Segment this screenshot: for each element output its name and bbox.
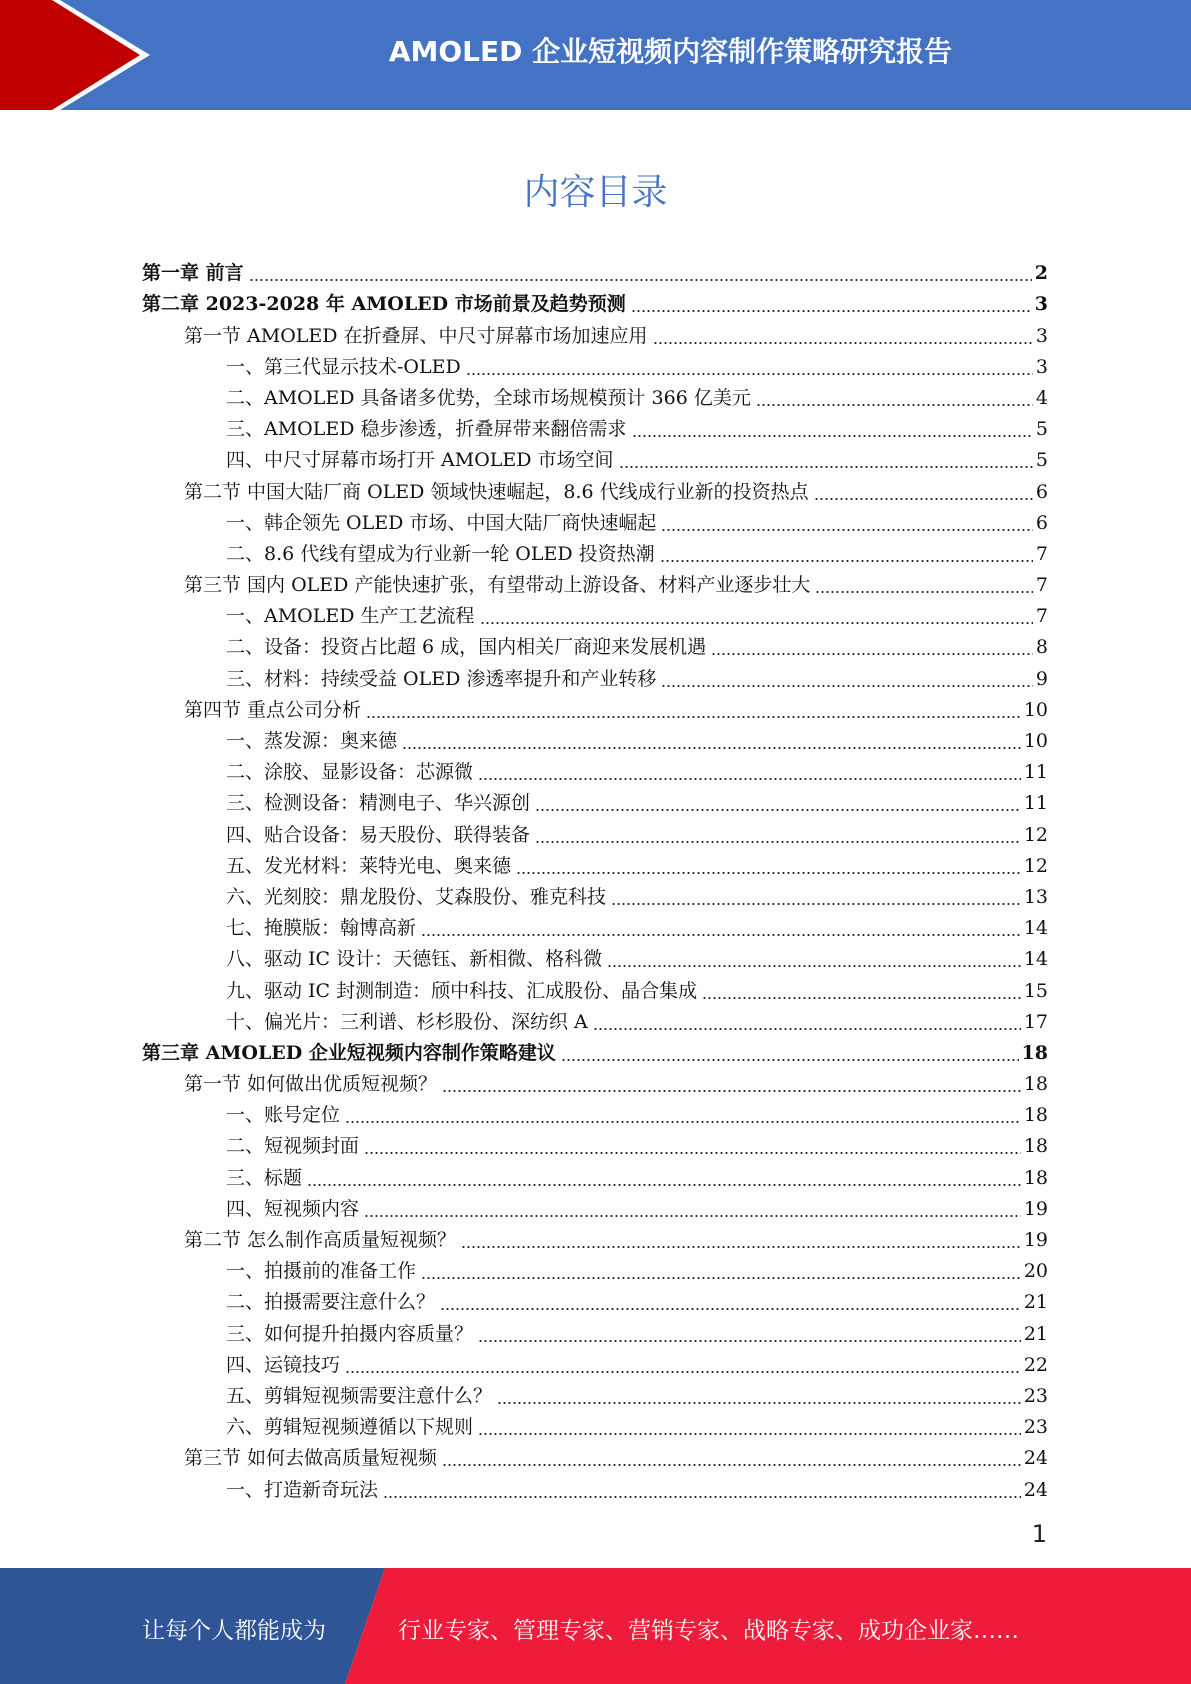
toc-entry-page: 12 xyxy=(1023,823,1048,846)
toc-entry-page: 22 xyxy=(1023,1353,1048,1376)
dot-leader xyxy=(364,1198,1021,1220)
toc-entry[interactable] xyxy=(142,503,1048,534)
toc-entry[interactable] xyxy=(142,1376,1048,1407)
toc-entry-page: 6 xyxy=(1035,480,1048,503)
dot-leader xyxy=(561,1042,1019,1064)
toc-entry-title: 第四节 重点公司分析 xyxy=(184,698,362,721)
toc-entry[interactable] xyxy=(142,658,1048,689)
toc-entry[interactable] xyxy=(142,1469,1048,1500)
dot-leader xyxy=(593,1011,1021,1033)
toc-entry[interactable] xyxy=(142,1033,1048,1064)
toc-entry-page: 14 xyxy=(1023,948,1048,971)
toc-entry-title: 二、短视频封面 xyxy=(226,1135,360,1158)
toc-entry-title: 二、涂胶、显影设备：芯源微 xyxy=(226,761,474,784)
toc-entry-title: 第三章 AMOLED 企业短视频内容制作策略建议 xyxy=(142,1041,556,1064)
toc-entry[interactable] xyxy=(142,378,1048,409)
toc-entry-title: 三、检测设备：精测电子、华兴源创 xyxy=(226,792,531,815)
toc-entry-page: 8 xyxy=(1035,636,1048,659)
toc-entry-page: 3 xyxy=(1035,355,1048,378)
toc-entry[interactable] xyxy=(142,1438,1048,1469)
toc-entry[interactable] xyxy=(142,1313,1048,1344)
toc-entry[interactable] xyxy=(142,471,1048,502)
toc-entry[interactable] xyxy=(142,1282,1048,1313)
dot-leader xyxy=(619,449,1033,471)
dot-leader xyxy=(661,512,1033,534)
toc-entry-page: 2 xyxy=(1034,262,1048,285)
toc-entry-title: 一、韩企领先 OLED 市场、中国大陆厂商快速崛起 xyxy=(226,511,657,534)
dot-leader xyxy=(366,699,1021,721)
page-footer xyxy=(0,1568,1191,1684)
dot-leader xyxy=(535,824,1021,846)
toc-entry[interactable] xyxy=(142,1220,1048,1251)
toc-entry[interactable] xyxy=(142,752,1048,783)
toc-entry-page: 24 xyxy=(1023,1478,1048,1501)
toc-entry[interactable] xyxy=(142,534,1048,565)
toc-entry-title: 九、驱动 IC 封测制造：颀中科技、汇成股份、晶合集成 xyxy=(226,979,698,1002)
toc-entry-title: 三、如何提升拍摄内容质量？ xyxy=(226,1322,474,1345)
toc-entry[interactable] xyxy=(142,253,1048,284)
dot-leader xyxy=(421,1260,1021,1282)
table-of-contents xyxy=(142,253,1048,1501)
toc-entry[interactable] xyxy=(142,877,1048,908)
dot-leader xyxy=(815,574,1032,596)
dot-leader xyxy=(442,1073,1021,1095)
toc-entry-page: 5 xyxy=(1035,418,1048,441)
toc-entry[interactable] xyxy=(142,1126,1048,1157)
toc-entry-page: 15 xyxy=(1023,979,1048,1002)
footer-slogan-right: 行业专家、管理专家、营销专家、战略专家、成功企业家…… xyxy=(398,1618,1019,1644)
toc-entry-title: 一、拍摄前的准备工作 xyxy=(226,1260,417,1283)
toc-entry-title: 第一节 AMOLED 在折叠屏、中尺寸屏幕市场加速应用 xyxy=(184,324,648,347)
toc-entry-title: 一、第三代显示技术-OLED xyxy=(226,355,461,378)
toc-entry[interactable] xyxy=(142,1189,1048,1220)
toc-entry-title: 第一节 如何做出优质短视频？ xyxy=(184,1073,438,1096)
toc-entry-page: 11 xyxy=(1023,761,1048,784)
dot-leader xyxy=(249,262,1032,284)
dot-leader xyxy=(516,855,1021,877)
toc-entry-title: 四、贴合设备：易天股份、联得装备 xyxy=(226,823,531,846)
toc-entry-title: 一、账号定位 xyxy=(226,1104,341,1127)
toc-entry[interactable] xyxy=(142,596,1048,627)
dot-leader xyxy=(421,917,1021,939)
toc-entry-title: 一、打造新奇玩法 xyxy=(226,1478,379,1501)
dot-leader xyxy=(440,1291,1021,1313)
header-arrow-decoration xyxy=(0,0,150,110)
toc-entry-page: 18 xyxy=(1023,1135,1048,1158)
toc-entry-title: 第三节 国内 OLED 产能快速扩张，有望带动上游设备、材料产业逐步壮大 xyxy=(184,574,811,597)
footer-slogan-left: 让每个人都能成为 xyxy=(142,1618,326,1644)
toc-entry-page: 23 xyxy=(1023,1384,1048,1407)
toc-entry-title: 四、中尺寸屏幕市场打开 AMOLED 市场空间 xyxy=(226,449,614,472)
toc-entry-title: 七、掩膜版：翰博高新 xyxy=(226,917,417,940)
dot-leader xyxy=(814,481,1033,503)
toc-entry[interactable] xyxy=(142,627,1048,658)
toc-entry-title: 二、拍摄需要注意什么？ xyxy=(226,1291,436,1314)
dot-leader xyxy=(607,948,1021,970)
toc-entry-title: 第三节 如何去做高质量短视频 xyxy=(184,1447,438,1470)
toc-entry-title: 二、8.6 代线有望成为行业新一轮 OLED 投资热潮 xyxy=(226,542,655,565)
toc-entry[interactable] xyxy=(142,1407,1048,1438)
toc-entry-title: 四、运镜技巧 xyxy=(226,1353,341,1376)
toc-entry-title: 四、短视频内容 xyxy=(226,1197,360,1220)
toc-entry[interactable] xyxy=(142,939,1048,970)
toc-entry-title: 第二节 中国大陆厂商 OLED 领域快速崛起，8.6 代线成行业新的投资热点 xyxy=(184,480,809,503)
page-header xyxy=(0,0,1191,110)
dot-leader xyxy=(702,980,1021,1002)
dot-leader xyxy=(632,418,1033,440)
toc-entry-page: 11 xyxy=(1023,792,1048,815)
toc-entry-title: 三、材料：持续受益 OLED 渗透率提升和产业转移 xyxy=(226,667,657,690)
dot-leader xyxy=(480,605,1033,627)
dot-leader xyxy=(461,1229,1021,1251)
toc-entry[interactable] xyxy=(142,347,1048,378)
toc-entry[interactable] xyxy=(142,846,1048,877)
dot-leader xyxy=(442,1447,1021,1469)
toc-entry[interactable] xyxy=(142,1251,1048,1282)
toc-entry-page: 7 xyxy=(1035,605,1048,628)
toc-entry[interactable] xyxy=(142,908,1048,939)
toc-entry-page: 3 xyxy=(1035,324,1048,347)
toc-entry-title: 二、设备：投资占比超 6 成，国内相关厂商迎来发展机遇 xyxy=(226,636,707,659)
toc-entry[interactable] xyxy=(142,1002,1048,1033)
toc-entry-page: 9 xyxy=(1035,667,1048,690)
dot-leader xyxy=(497,1385,1021,1407)
toc-entry-page: 17 xyxy=(1023,1010,1048,1033)
dot-leader xyxy=(711,636,1033,658)
toc-entry-page: 20 xyxy=(1023,1260,1048,1283)
dot-leader xyxy=(478,1323,1021,1345)
toc-entry-title: 五、剪辑短视频需要注意什么？ xyxy=(226,1384,493,1407)
toc-entry[interactable] xyxy=(142,783,1048,814)
toc-entry-page: 7 xyxy=(1035,542,1048,565)
toc-entry-title: 二、AMOLED 具备诸多优势，全球市场规模预计 366 亿美元 xyxy=(226,386,751,409)
toc-entry-title: 八、驱动 IC 设计：天德钰、新相微、格科微 xyxy=(226,948,603,971)
toc-entry-title: 一、蒸发源：奥来德 xyxy=(226,730,398,752)
toc-entry-page: 21 xyxy=(1023,1322,1048,1345)
toc-entry-page: 4 xyxy=(1035,386,1048,409)
toc-entry-page: 10 xyxy=(1023,698,1048,721)
toc-entry-title: 第二节 怎么制作高质量短视频？ xyxy=(184,1229,457,1251)
toc-entry-page: 7 xyxy=(1035,574,1048,597)
toc-entry[interactable] xyxy=(142,440,1048,471)
toc-entry-page: 19 xyxy=(1023,1197,1048,1220)
toc-entry-title: 六、剪辑短视频遵循以下规则 xyxy=(226,1416,474,1439)
toc-entry-page: 14 xyxy=(1023,917,1048,940)
dot-leader xyxy=(307,1167,1021,1189)
toc-entry[interactable] xyxy=(142,1095,1048,1126)
dot-leader xyxy=(611,886,1021,908)
dot-leader xyxy=(364,1135,1021,1157)
toc-entry[interactable] xyxy=(142,284,1048,315)
toc-entry[interactable] xyxy=(142,409,1048,440)
toc-entry-title: 第一章 前言 xyxy=(142,262,244,285)
toc-entry-page: 12 xyxy=(1023,854,1048,877)
toc-entry-title: 三、标题 xyxy=(226,1166,303,1189)
dot-leader xyxy=(756,387,1033,409)
dot-leader xyxy=(653,325,1033,347)
toc-heading: 内容目录 xyxy=(523,172,668,213)
dot-leader xyxy=(402,730,1021,752)
toc-entry[interactable] xyxy=(142,690,1048,721)
toc-entry-title: 一、AMOLED 生产工艺流程 xyxy=(226,605,475,628)
toc-entry-page: 6 xyxy=(1035,511,1048,534)
toc-entry-page: 5 xyxy=(1035,449,1048,472)
page-number: 1 xyxy=(1031,1520,1047,1548)
toc-entry-page: 23 xyxy=(1023,1416,1048,1439)
dot-leader xyxy=(631,293,1032,315)
dot-leader xyxy=(660,543,1033,565)
dot-leader xyxy=(383,1479,1021,1501)
toc-entry-title: 第二章 2023-2028 年 AMOLED 市场前景及趋势预测 xyxy=(142,293,626,316)
dot-leader xyxy=(466,356,1033,378)
toc-entry-page: 10 xyxy=(1023,730,1048,752)
toc-entry[interactable] xyxy=(142,1345,1048,1376)
toc-entry-page: 18 xyxy=(1023,1166,1048,1189)
dot-leader xyxy=(345,1104,1021,1126)
toc-entry[interactable] xyxy=(142,1064,1048,1095)
dot-leader xyxy=(345,1354,1021,1376)
toc-entry-title: 三、AMOLED 稳步渗透，折叠屏带来翻倍需求 xyxy=(226,418,627,441)
toc-entry-page: 13 xyxy=(1023,885,1048,908)
dot-leader xyxy=(661,668,1033,690)
toc-entry-page: 24 xyxy=(1023,1447,1048,1470)
toc-entry[interactable] xyxy=(142,1157,1048,1188)
dot-leader xyxy=(478,1416,1021,1438)
toc-entry[interactable] xyxy=(142,721,1048,752)
toc-entry[interactable] xyxy=(142,565,1048,596)
toc-entry-page: 19 xyxy=(1023,1229,1048,1251)
dot-leader xyxy=(478,761,1021,783)
toc-entry-title: 六、光刻胶：鼎龙股份、艾森股份、雅克科技 xyxy=(226,885,607,908)
toc-entry[interactable] xyxy=(142,315,1048,346)
dot-leader xyxy=(535,792,1021,814)
toc-entry[interactable] xyxy=(142,814,1048,845)
toc-entry-page: 21 xyxy=(1023,1291,1048,1314)
toc-entry-title: 十、偏光片：三利谱、杉杉股份、深纺织 A xyxy=(226,1010,588,1033)
toc-entry-page: 18 xyxy=(1023,1104,1048,1127)
toc-entry-page: 18 xyxy=(1023,1073,1048,1096)
toc-entry-title: 五、发光材料：莱特光电、奥来德 xyxy=(226,854,512,877)
report-title: AMOLED 企业短视频内容制作策略研究报告 xyxy=(388,35,953,68)
toc-entry-page: 3 xyxy=(1034,293,1048,316)
toc-entry-page: 18 xyxy=(1021,1041,1048,1064)
toc-entry[interactable] xyxy=(142,970,1048,1001)
